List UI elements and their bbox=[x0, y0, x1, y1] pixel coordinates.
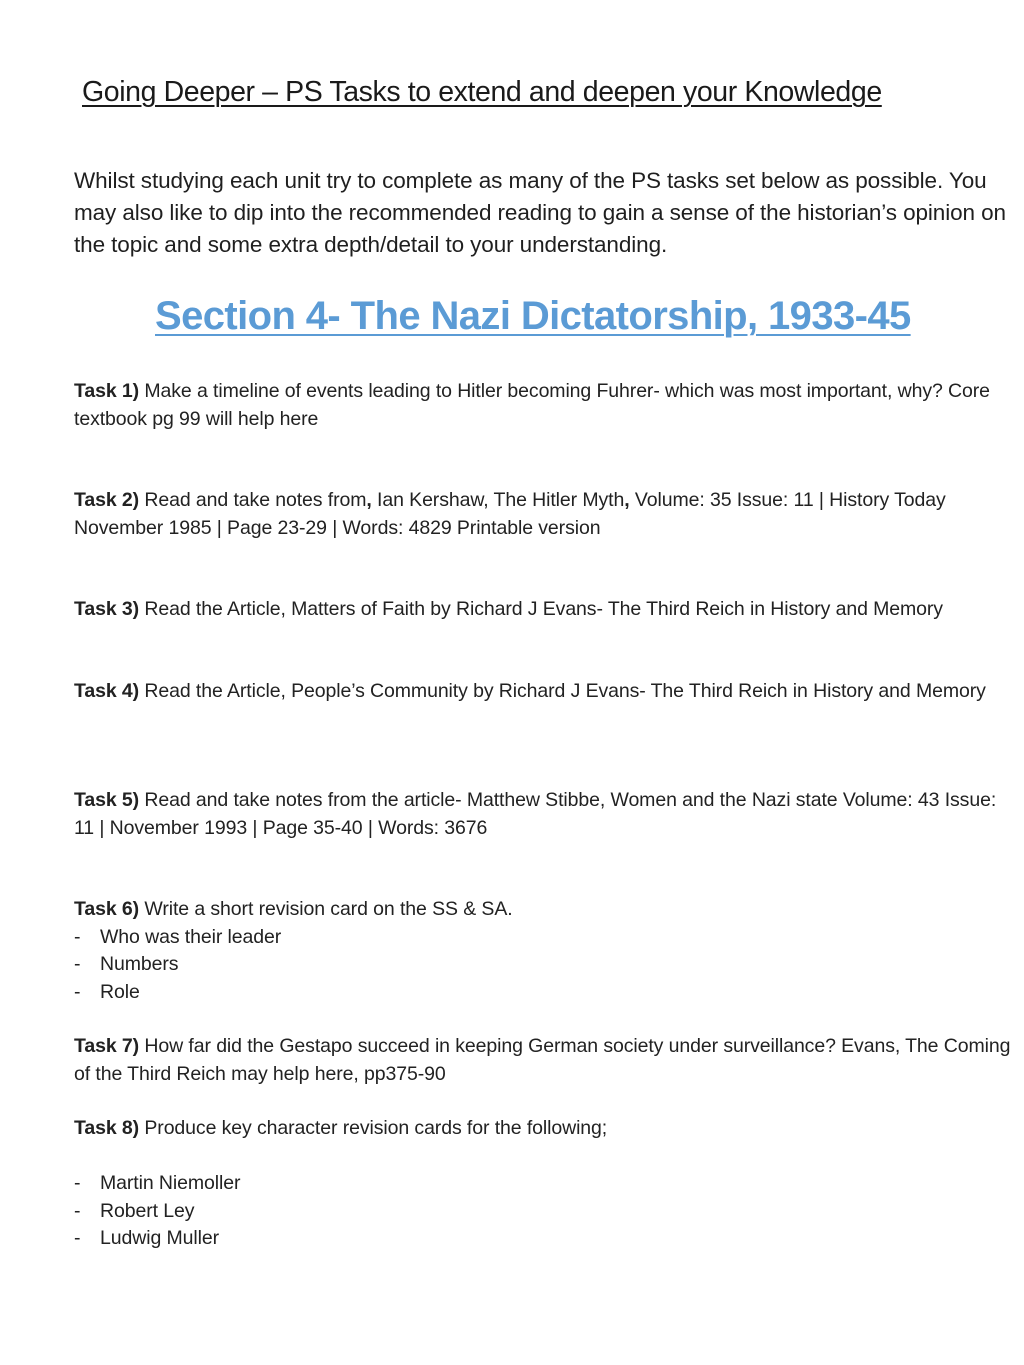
task-text: How far did the Gestapo succeed in keeping German society under surveillance? Evans, The Coming of the Third Reich may help here, pp375-90 bbox=[74, 1035, 1011, 1085]
task-label: Task 8) bbox=[74, 1117, 140, 1139]
task-8 bbox=[74, 1115, 1019, 1253]
task-text: Read the Article, Matters of Faith by Richard J Evans- The Third Reich in History and Memory bbox=[144, 598, 943, 620]
list-item: - Ludwig Muller bbox=[74, 1225, 1019, 1253]
task-label: Task 5) bbox=[74, 789, 140, 811]
task-8-list bbox=[74, 1170, 1019, 1253]
section-heading: Section 4- The Nazi Dictatorship, 1933-45 bbox=[155, 294, 911, 338]
task-label: Task 3) bbox=[74, 598, 140, 620]
task-label: Task 2) bbox=[74, 489, 140, 511]
task-separator: , bbox=[624, 489, 630, 511]
task-4 bbox=[74, 678, 1019, 706]
task-7 bbox=[74, 1033, 1019, 1088]
task-separator: , bbox=[366, 489, 372, 511]
list-item: - Numbers bbox=[74, 951, 1019, 979]
list-item: - Who was their leader bbox=[74, 924, 1019, 952]
task-source-details: Volume: 35 Issue: 11 | History Today November 1985 | Page 23-29 | Words: 4829 Printable version bbox=[74, 489, 946, 539]
task-2 bbox=[74, 487, 1019, 542]
task-1 bbox=[74, 378, 1019, 433]
task-text: Make a timeline of events leading to Hitler becoming Fuhrer- which was most important, why? Core textbook pg 99 will help here bbox=[74, 380, 990, 430]
list-item: - Robert Ley bbox=[74, 1198, 1019, 1226]
list-item: - Martin Niemoller bbox=[74, 1170, 1019, 1198]
task-label: Task 1) bbox=[74, 380, 140, 402]
task-text: Read and take notes from bbox=[144, 489, 367, 511]
page-title: Going Deeper – PS Tasks to extend and deepen your Knowledge bbox=[82, 76, 882, 108]
task-text: Read the Article, People’s Community by Richard J Evans- The Third Reich in History and Memory bbox=[144, 680, 986, 702]
task-6-list bbox=[74, 924, 1019, 1007]
list-item: - Role bbox=[74, 979, 1019, 1007]
task-6 bbox=[74, 896, 1019, 1006]
task-text: Write a short revision card on the SS & SA. bbox=[144, 898, 513, 920]
task-3 bbox=[74, 596, 1019, 624]
task-source-title: Ian Kershaw, The Hitler Myth bbox=[377, 489, 625, 511]
intro-paragraph: Whilst studying each unit try to complete as many of the PS tasks set below as possible. You may also like to dip into the recommended reading to gain a sense of the historian’s opinion on the topic and some extra depth/detail to your understanding. bbox=[74, 168, 1006, 257]
task-label: Task 7) bbox=[74, 1035, 140, 1057]
task-text: Read and take notes from the article- Matthew Stibbe, Women and the Nazi state Volume: 43 Issue: 11 | November 1993 | Page 35-40 | Words: 3676 bbox=[74, 789, 997, 839]
task-label: Task 6) bbox=[74, 898, 140, 920]
task-label: Task 4) bbox=[74, 680, 140, 702]
task-text: Produce key character revision cards for the following; bbox=[144, 1117, 608, 1139]
task-5 bbox=[74, 787, 1019, 842]
